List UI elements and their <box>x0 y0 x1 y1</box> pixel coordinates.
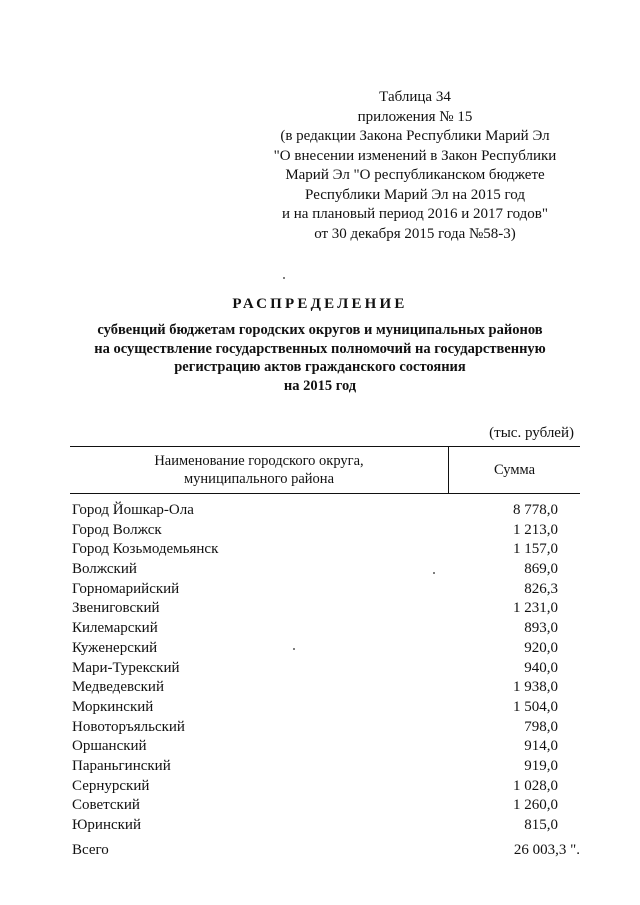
table-row <box>72 540 558 560</box>
row-name: Звениговский <box>72 600 160 617</box>
table-row <box>72 639 558 659</box>
table-row <box>72 757 558 777</box>
total-label: Всего <box>72 842 109 858</box>
row-name: Новоторъяльский <box>72 718 185 735</box>
header-date-line: от 30 декабря 2015 года №58-3) <box>314 225 516 242</box>
subtitle-line: на 2015 год <box>283 377 357 394</box>
table-row <box>72 560 558 580</box>
row-sum: 920,0 <box>524 639 558 656</box>
row-name: Моркинский <box>72 698 154 715</box>
document-subtitle <box>50 321 590 395</box>
table-row <box>72 737 558 757</box>
row-name: Юринский <box>72 817 141 833</box>
table-row <box>72 659 558 679</box>
scan-speck <box>283 277 285 279</box>
table-header <box>70 446 580 494</box>
total-row <box>72 842 580 859</box>
row-sum: 869,0 <box>524 561 558 578</box>
row-name: Мари-Турекский <box>72 659 180 676</box>
row-name: Волжский <box>72 561 137 578</box>
table-row <box>72 796 558 816</box>
row-sum: 919,0 <box>524 757 558 774</box>
units-label: (тыс. рублей) <box>489 425 574 441</box>
column-header-name-line: Наименование городского округа, <box>154 453 364 469</box>
table-row <box>72 521 558 541</box>
row-sum: 798,0 <box>524 718 558 735</box>
row-name: Советский <box>72 797 140 814</box>
table-row <box>72 777 558 797</box>
row-sum: 893,0 <box>524 620 558 637</box>
subtitle-line: на осуществление государственных полномочий на государственную <box>94 340 546 357</box>
row-name: Сернурский <box>72 777 150 794</box>
row-sum: 826,3 <box>524 580 558 597</box>
table-row <box>72 718 558 738</box>
row-sum: 1 504,0 <box>513 698 558 715</box>
total-sum: 26 003,3 ". <box>513 842 580 858</box>
scan-speck <box>433 572 435 574</box>
row-name: Город Волжск <box>72 521 162 538</box>
subtitle-line: субвенций бюджетам городских округов и муниципальных районов <box>97 322 543 338</box>
table-number: Таблица 34 <box>379 89 451 105</box>
table-row <box>72 599 558 619</box>
row-name: Медведевский <box>72 679 164 696</box>
table-row <box>72 698 558 718</box>
row-sum: 914,0 <box>524 738 558 755</box>
table-row <box>72 816 558 836</box>
table-row <box>72 580 558 600</box>
row-sum: 940,0 <box>524 659 558 676</box>
row-name: Куженерский <box>72 639 158 656</box>
header-block <box>250 88 580 244</box>
subtitle-line: регистрацию актов гражданского состояния <box>174 359 466 375</box>
row-name: Оршанский <box>72 738 147 755</box>
row-name: Параньгинский <box>72 757 171 774</box>
header-line: Республики Марий Эл на 2015 год <box>305 186 525 203</box>
table-row <box>72 501 558 521</box>
row-sum: 815,0 <box>524 817 558 833</box>
row-name: Килемарский <box>72 620 158 637</box>
scan-speck <box>293 648 295 650</box>
row-sum: 1 231,0 <box>513 600 558 617</box>
row-sum: 1 260,0 <box>513 797 558 814</box>
header-line: Марий Эл "О республиканском бюджете <box>285 167 545 183</box>
row-name: Город Козьмодемьянск <box>72 541 219 558</box>
header-line: "О внесении изменений в Закон Республики <box>273 147 557 164</box>
header-line: (в редакции Закона Республики Марий Эл <box>280 128 550 144</box>
table-row <box>72 678 558 698</box>
appendix-number: приложения № 15 <box>357 108 473 125</box>
column-header-sum: Сумма <box>493 461 536 478</box>
row-name: Город Йошкар-Ола <box>72 502 194 518</box>
column-header-name-line: муниципального района <box>184 471 334 487</box>
row-sum: 1 213,0 <box>513 521 558 538</box>
row-sum: 1 028,0 <box>513 777 558 794</box>
row-sum: 8 778,0 <box>513 502 558 518</box>
row-name: Горномарийский <box>72 580 180 597</box>
table-body <box>72 501 558 836</box>
header-line: и на плановый период 2016 и 2017 годов" <box>282 206 548 222</box>
document-title: РАСПРЕДЕЛЕНИЕ <box>232 296 408 312</box>
column-header-name <box>70 447 449 493</box>
table-row <box>72 619 558 639</box>
row-sum: 1 938,0 <box>513 679 558 696</box>
row-sum: 1 157,0 <box>513 541 558 558</box>
